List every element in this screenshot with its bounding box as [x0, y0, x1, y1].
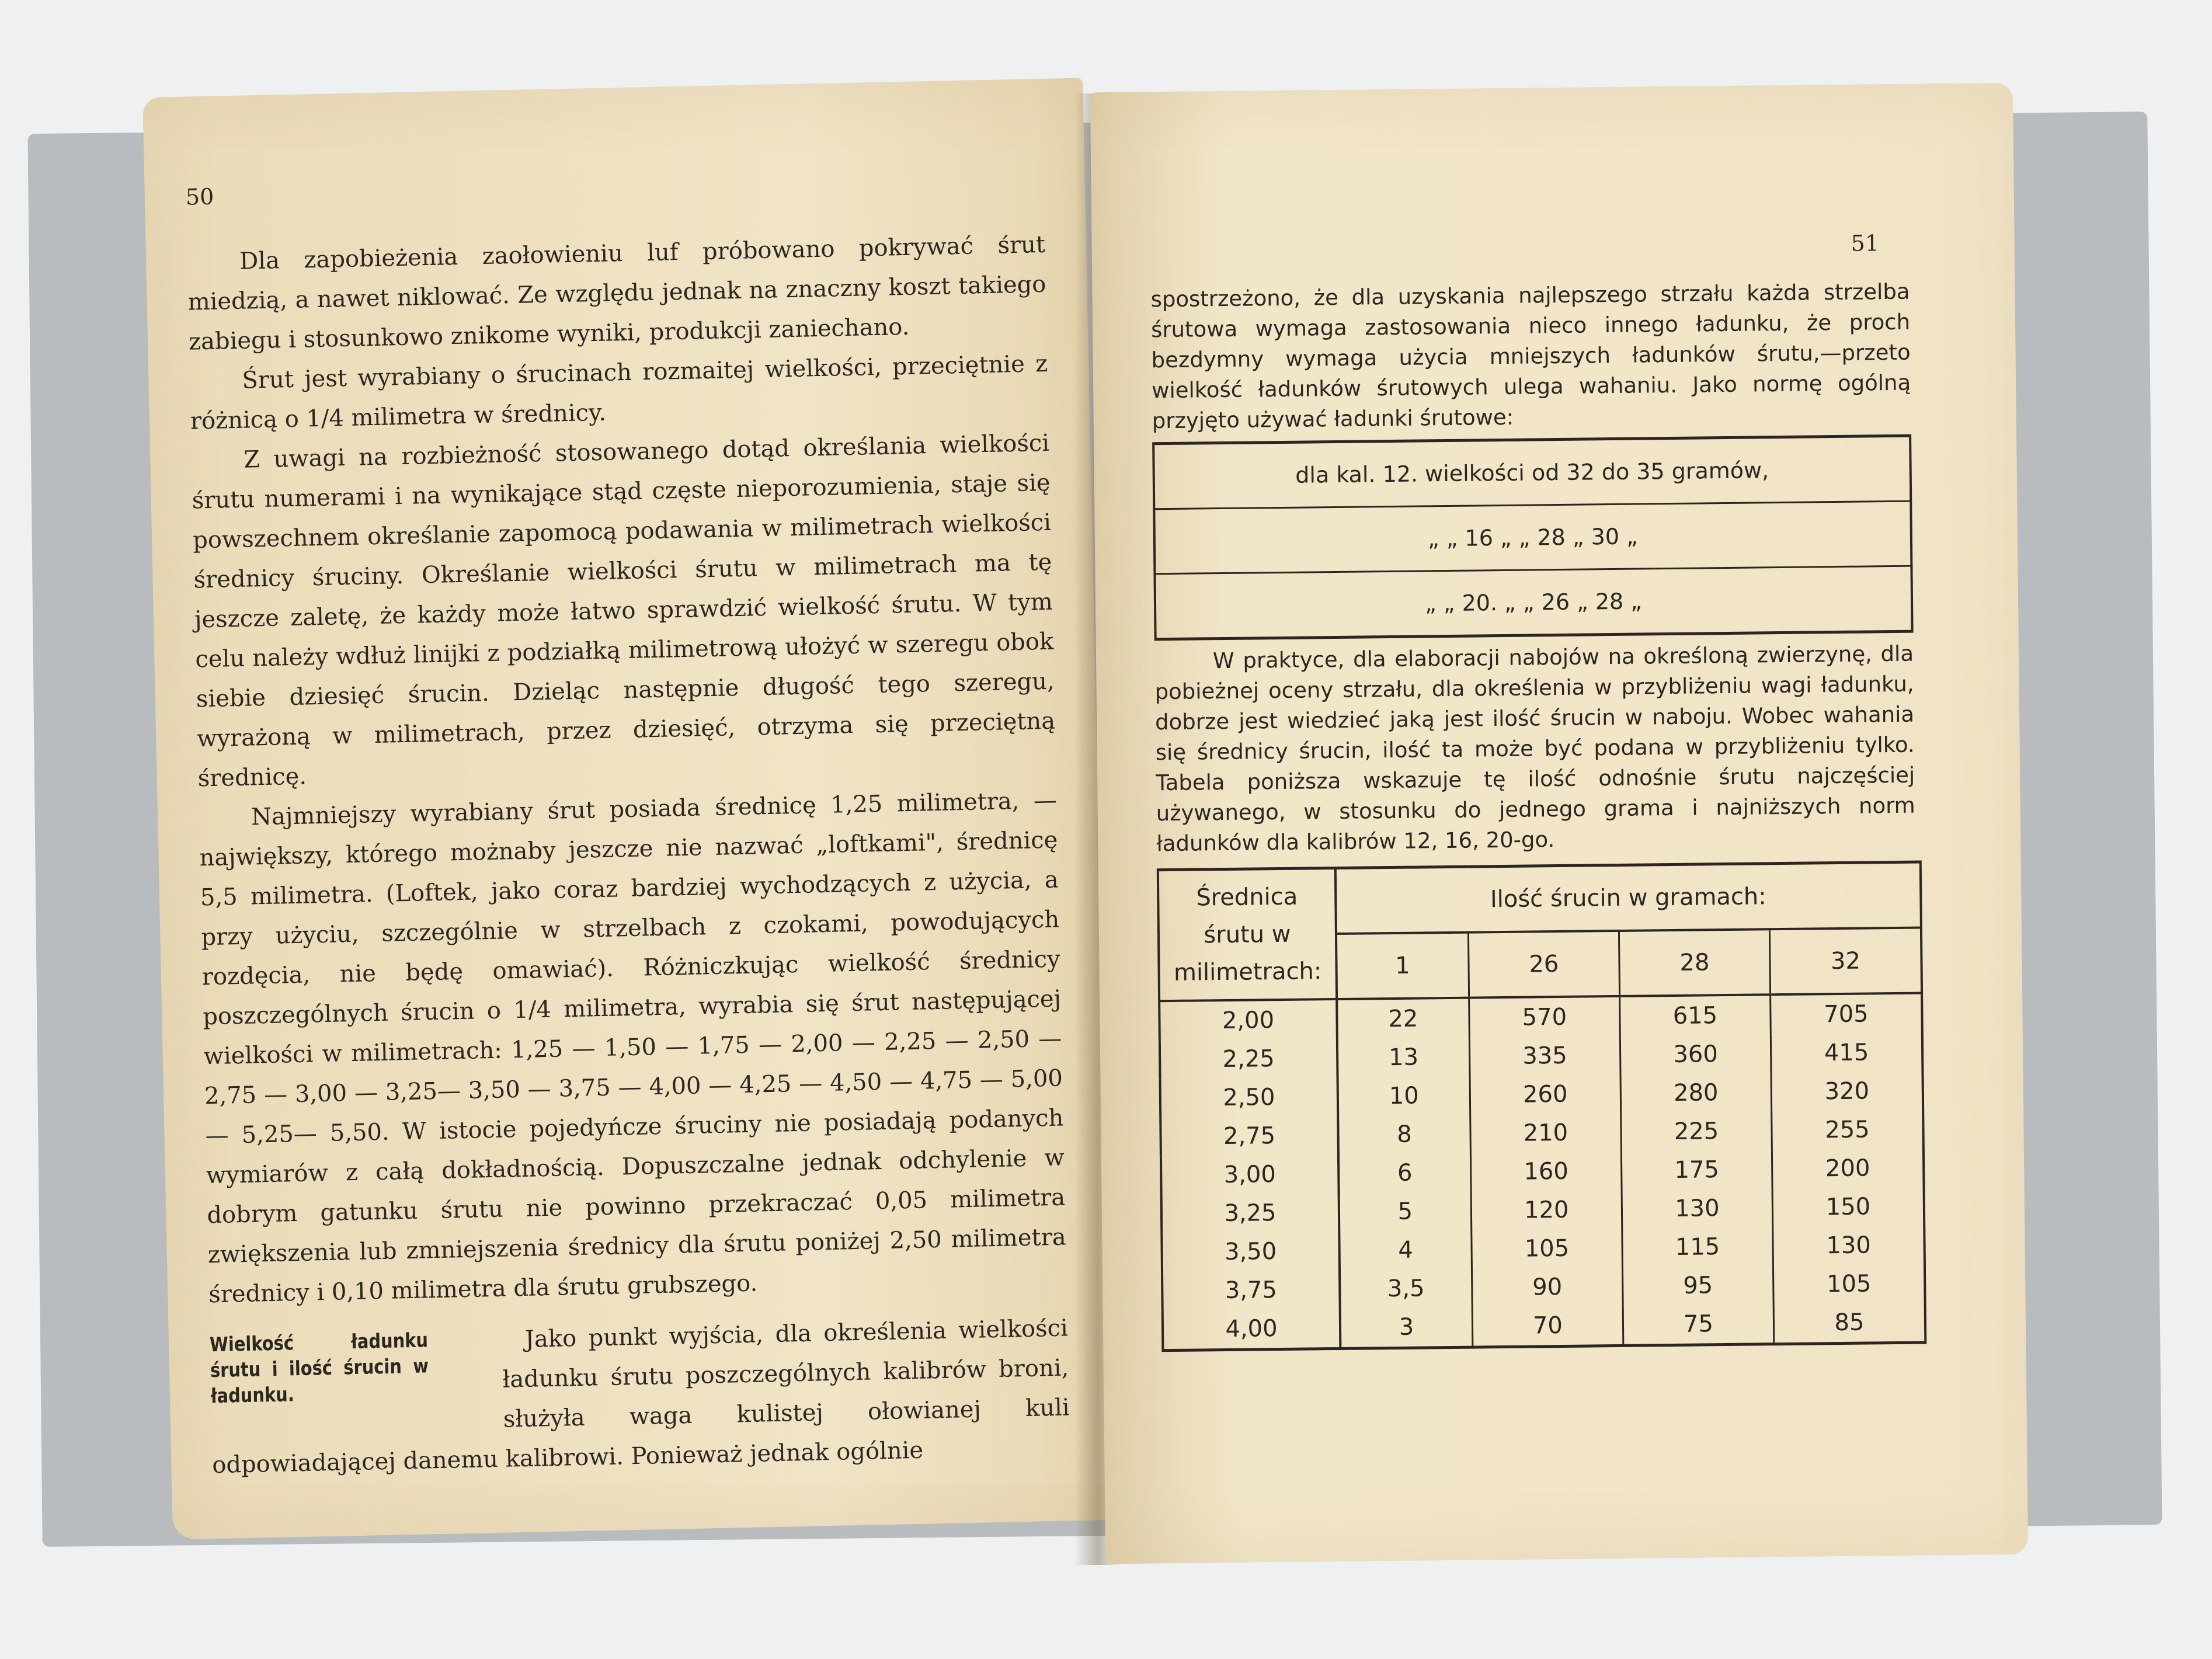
table-cell: „ „ 16 „ „ 28 „ 30 „	[1154, 501, 1911, 574]
table-cell: 3,50	[1224, 1238, 1277, 1266]
table-cell: 3,25	[1224, 1199, 1277, 1227]
table-cell: 705	[1771, 993, 1922, 1035]
table-cell: „ „ 20. „ „ 26 „ 28 „	[1424, 588, 1643, 617]
table-cell: 175	[1621, 1150, 1772, 1190]
table-cell: 2,25	[1222, 1045, 1275, 1073]
page-number: 51	[1851, 230, 1880, 256]
page-number: 50	[185, 183, 214, 210]
table-cell: 2,00	[1222, 1007, 1275, 1035]
table-header-row	[1158, 862, 1921, 935]
table-cell: 4	[1339, 1230, 1472, 1270]
table-cell: 10	[1338, 1076, 1470, 1116]
table-cell: 160	[1470, 1152, 1622, 1192]
table-cell: 225	[1621, 1111, 1772, 1152]
column-header: 32	[1769, 928, 1922, 995]
table-cell: 95	[1622, 1265, 1773, 1306]
table-cell: 130	[1773, 1225, 1925, 1265]
table-cell: 2,50	[1223, 1084, 1275, 1112]
table-cell: 90	[1472, 1267, 1623, 1307]
column-header: 1	[1336, 933, 1469, 999]
table-cell: 6	[1338, 1153, 1471, 1193]
table-cell: 415	[1771, 1033, 1922, 1073]
table-cell: 120	[1471, 1190, 1622, 1230]
paragraph: Z uwagi na rozbieżność stosowanego dotąd określania wielkości śrutu numerami i na wynikające stąd częste nieporozumienia, staje się powszechnem określanie zapomocą podawania w milimetrach wielkości średnicy śruciny. Określanie wielkości śrutu w milimetrach ma tę jeszcze zaletę, że każdy może łatwo sprawdzić wielkość śrutu. W tym celu należy wdłuż linijki z podziałką milimetrową ułożyć w szeregu obok siebie dziesięć śrucin. Dzieląc następnie długość tego szeregu, wyrażoną w milimetrach, przez dziesięć, otrzyma się przeciętną średnicę.	[192, 429, 1056, 792]
paragraph: Dla zapobieżenia zaołowieniu luf próbowano pokrywać śrut miedzią, a nawet niklować. Ze względu jednak na znaczny koszt takiego zabiegu i stosunkowo znikome wyniki, produkcji zaniechano.	[187, 231, 1046, 356]
table-row	[1163, 1302, 1926, 1350]
paragraph: W praktyce, dla elaboracji nabojów na określoną zwierzynę, dla pobieżnej oceny strzału, dla określenia w przybliżeniu wagi ładunku, dobrze jest wiedzieć jaką jest ilość śrucin w naboju. Wobec wahania się średnicy śrucin, ilość ta może być podana w przybliżeniu tylko. Tabela poniższa wskazuje tę ilość odnośnie śrutu najczęściej używanego, w stosunku do jednego grama i najniższych norm ładunków dla kalibrów 12, 16, 20-go.	[1154, 641, 1915, 857]
table-cell: 3,5	[1340, 1269, 1472, 1309]
table-cell: 280	[1620, 1073, 1772, 1113]
table-cell: 8	[1338, 1115, 1470, 1154]
charge-norms-table	[1152, 434, 1913, 641]
column-header-diameter: Średnica śrutu w milimetrach:	[1158, 868, 1337, 1001]
column-header: 28	[1619, 929, 1770, 996]
shot-count-table	[1157, 861, 1927, 1352]
table-cell: 75	[1623, 1304, 1774, 1345]
paragraph: Jako punkt wyjścia, dla określenia wielkości ładunku śrutu poszczególnych kalibrów broni, służyła waga kulistej ołowianej kuli odpowiadającej danemu kalibrowi. Ponieważ jednak ogólnie	[211, 1314, 1070, 1479]
table-cell: 255	[1772, 1110, 1924, 1150]
table-cell: 360	[1620, 1034, 1771, 1074]
table-cell: 4,00	[1225, 1315, 1278, 1343]
table-cell: 3,00	[1223, 1161, 1277, 1189]
table-row	[1153, 436, 1911, 509]
table-cell: 13	[1337, 1038, 1470, 1077]
table-cell: 150	[1772, 1187, 1924, 1227]
table-cell: 2,75	[1223, 1122, 1276, 1150]
side-heading: Wielkość ładunku śrutu i ilość śrucin w ładunku.	[209, 1328, 429, 1408]
table-cell: 335	[1469, 1036, 1620, 1076]
table-cell: 22	[1337, 998, 1469, 1039]
right-page	[1090, 83, 2028, 1564]
table-row	[1154, 501, 1911, 574]
table-cell: 85	[1773, 1302, 1925, 1344]
table-cell: 70	[1472, 1306, 1623, 1347]
table-cell: 320	[1771, 1072, 1923, 1112]
table-cell: 210	[1470, 1113, 1622, 1153]
table-cell: 5	[1339, 1192, 1472, 1232]
table-cell: 105	[1773, 1264, 1925, 1304]
paragraph: Najmniejszy wyrabiany śrut posiada średnicę 1,25 milimetra, — największy, którego możnaby jeszcze nie nazwać „loftkami", średnicę 5,5 milimetra. (Loftek, jako coraz bardziej wychodzących z użycia, a przy użyciu, szczególnie w strzelbach z czokami, powodujących rozdęcia, nie będę omawiać). Różniczkując wielkość średnicy poszczególnych śrucin o 1/4 milimetra, wyrabia się śrut następującej wielkości w milimetrach: 1,25 — 1,50 — 1,75 — 2,00 — 2,25 — 2,50 — 2,75 — 3,00 — 3,25— 3,50 — 3,75 — 4,00 — 4,25 — 4,50 — 4,75 — 5,00 — 5,25— 5,50. W istocie pojedyńcze śruciny nie posiadają podanych wymiarów z całą dokładnością. Dopuszczalne jednak odchylenie w dobrym gatunku śrutu nie powinno przekraczać 0,05 milimetra zwiększenia lub zmniejszenia średnicy dla śrutu poniżej 2,50 milimetra średnicy i 0,10 milimetra dla śrutu grubszego.	[199, 787, 1067, 1309]
table-cell: 130	[1622, 1188, 1773, 1229]
table-cell: 105	[1472, 1229, 1623, 1269]
table-cell: 3,75	[1225, 1277, 1278, 1305]
table-row	[1154, 566, 1912, 639]
table-cell: 570	[1469, 996, 1620, 1038]
paragraph: spostrzeżono, że dla uzyskania najlepszego strzału każda strzelba śrutowa wymaga zastosowania nieco innego ładunku, że proch bezdymny wymaga użycia mniejszych ładunków śrutu,—przeto wielkość ładunków śrutowych ulega wahaniu. Jako normę ogólną przyjęto używać ładunki śrutowe:	[1150, 279, 1911, 434]
right-paragraph	[1154, 639, 1916, 860]
table-cell: dla kal. 12. wielkości od 32 do 35 gramów,	[1153, 436, 1911, 509]
left-page-text	[187, 225, 1071, 1485]
paragraph: Śrut jest wyrabiany o śrucinach rozmaitej wielkości, przeciętnie z różnicą o 1/4 milimetra w średnicy.	[190, 350, 1048, 435]
column-header: 26	[1468, 931, 1619, 998]
table-cell: 115	[1622, 1227, 1773, 1267]
table-cell: 3	[1340, 1307, 1473, 1349]
right-intro-text	[1150, 277, 1911, 437]
left-page	[142, 78, 1112, 1539]
column-header-group: Ilość śrucin w gramach:	[1335, 862, 1921, 934]
table-cell: 200	[1772, 1148, 1924, 1188]
table-cell: 615	[1620, 994, 1771, 1036]
table-cell: 260	[1470, 1074, 1621, 1115]
